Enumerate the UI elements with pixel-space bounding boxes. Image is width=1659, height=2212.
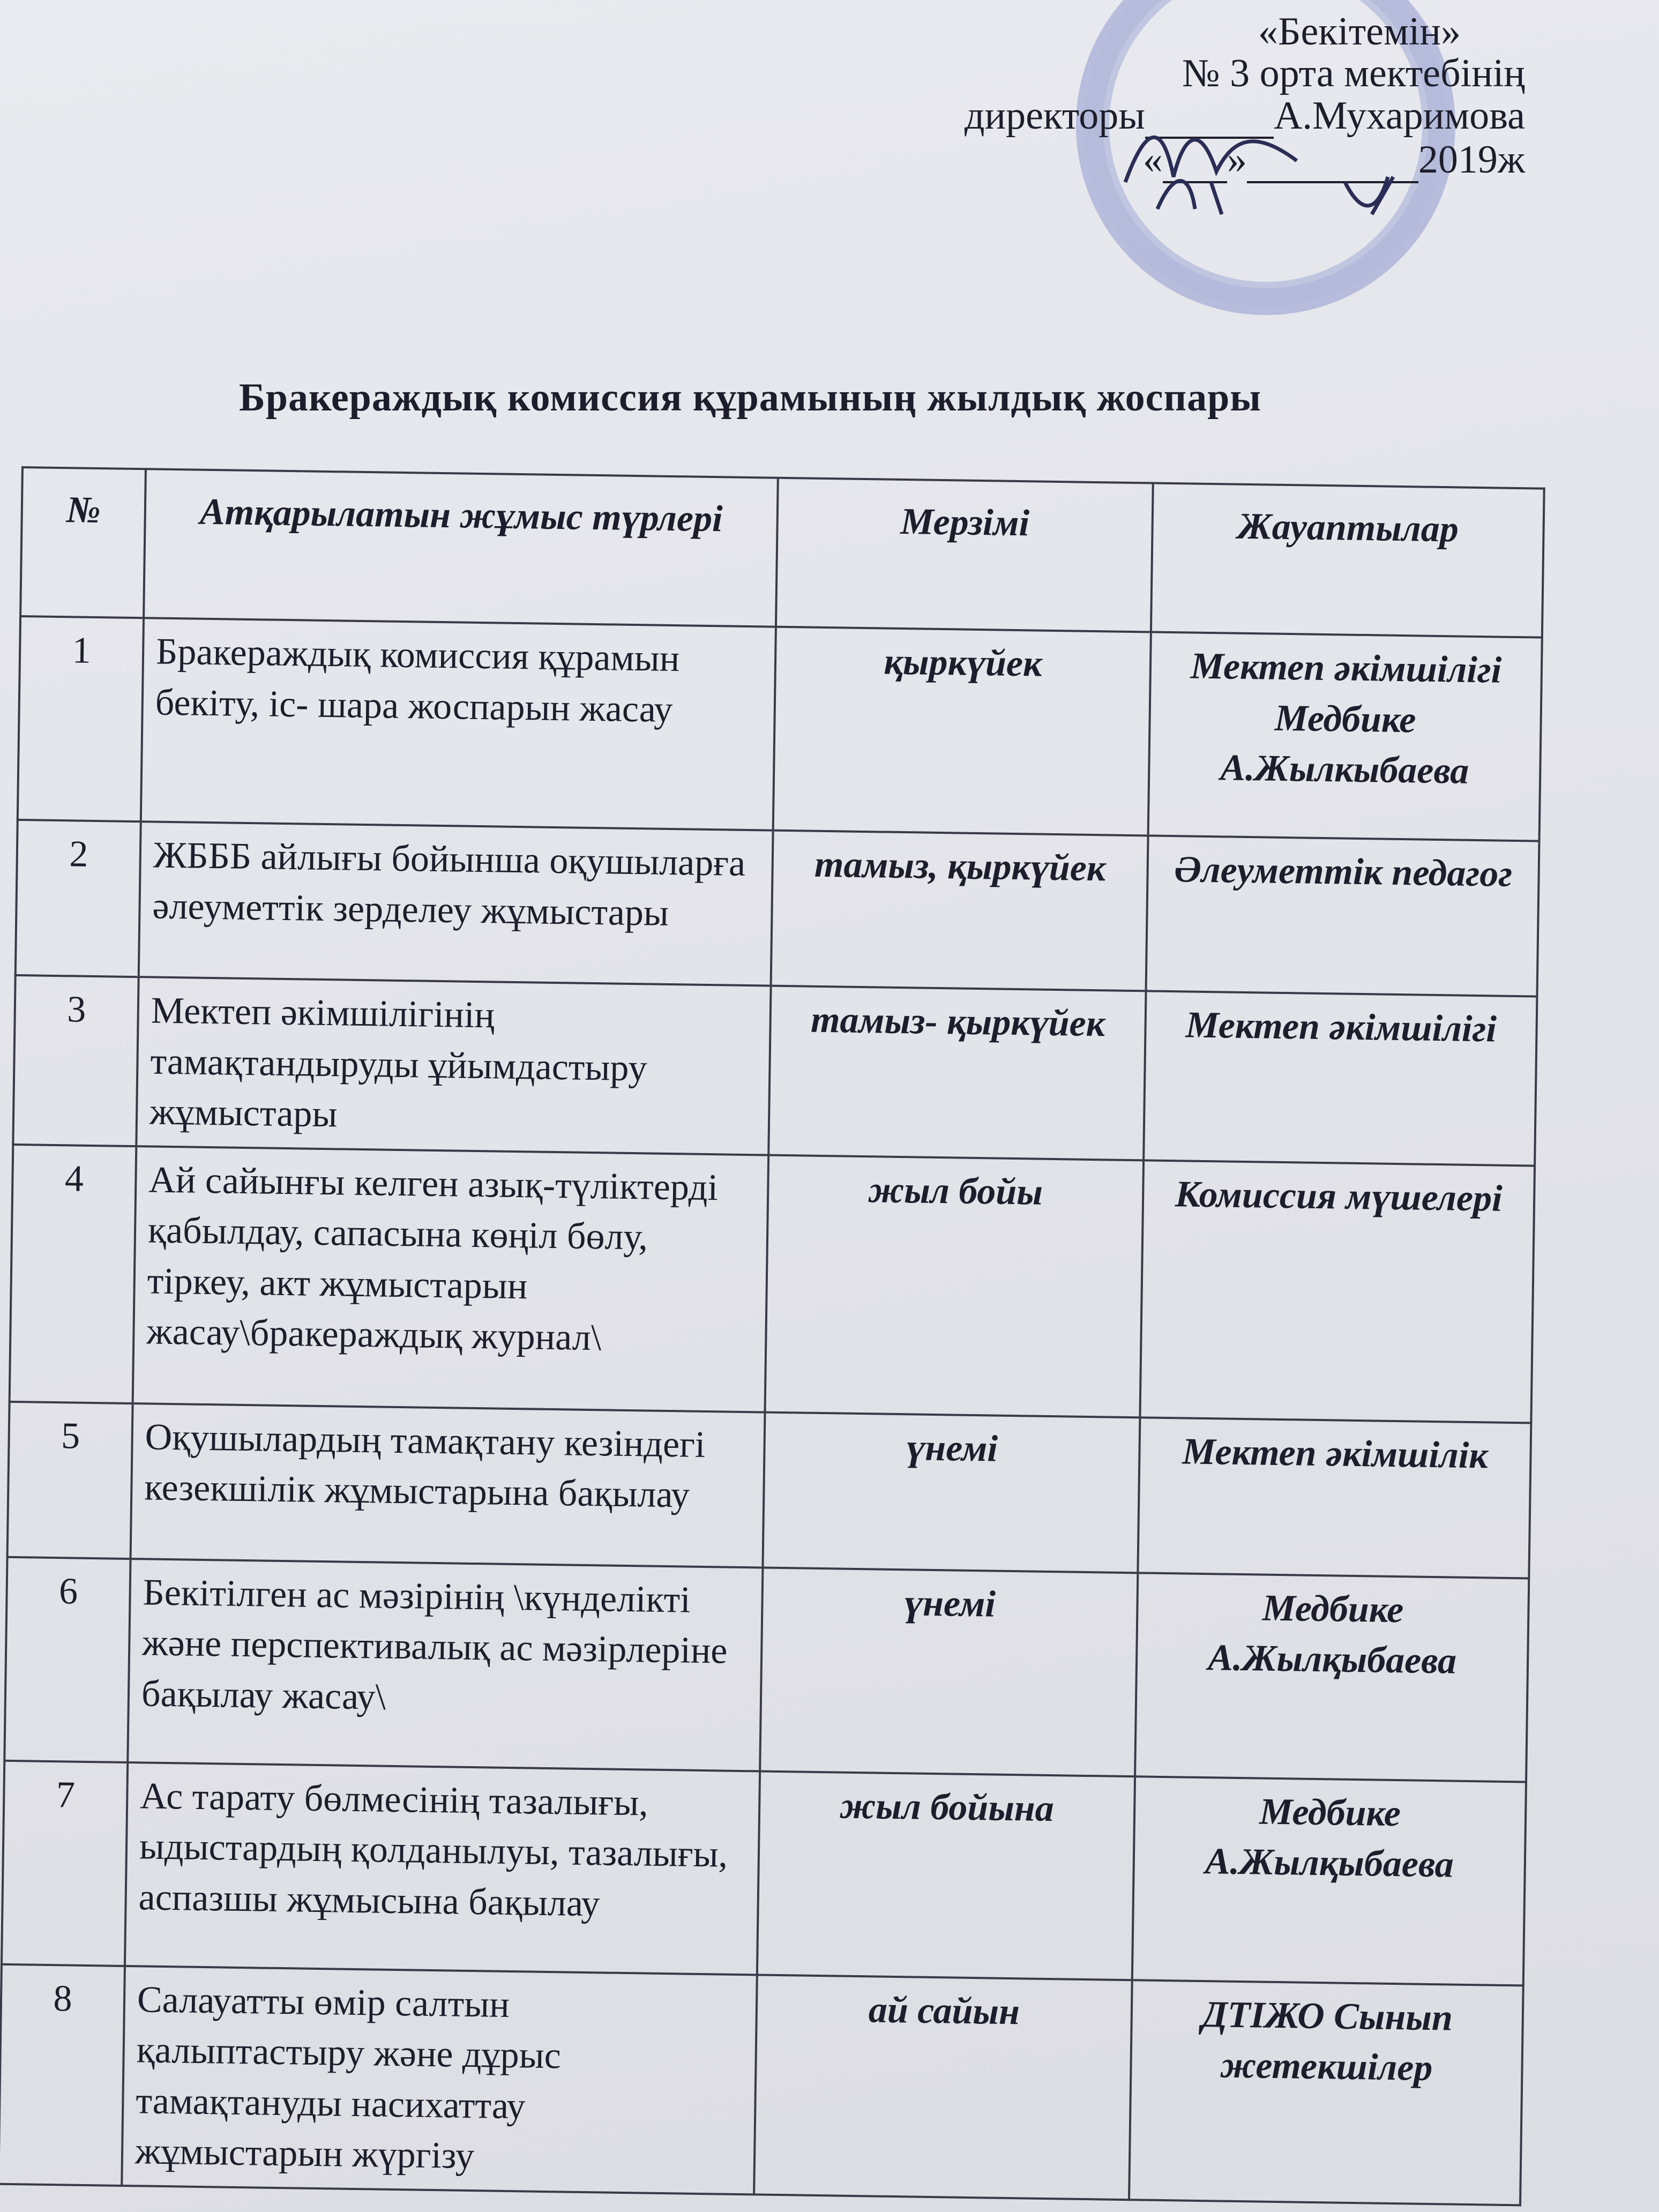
- row-work: Бекітілген ас мәзірінің \күнделікті және перспективалық ас мәзірлеріне бақылау жасау\: [128, 1559, 763, 1771]
- plan-table: [0, 466, 1545, 2206]
- date-year: 2019ж: [1418, 138, 1525, 182]
- row-resp: Мектеп әкімшілік: [1138, 1417, 1531, 1578]
- row-num: 2: [16, 820, 141, 977]
- row-work: Бракераждық комиссия құрамын бекіту, іс- шара жоспарын жасау: [141, 618, 776, 830]
- header-term: Мерзімі: [776, 478, 1153, 632]
- row-num: 5: [8, 1401, 133, 1558]
- row-work: Салауатты өмір салтын қалыптастыру және дұрыс тамақтануды насихаттау жұмыстарын жүргізу: [122, 1966, 757, 2194]
- row-term: ай сайын: [754, 1975, 1132, 2200]
- row-term: қыркүйек: [773, 627, 1151, 836]
- director-name: А.Мухаримова: [1273, 93, 1525, 138]
- row-term: жыл бойына: [757, 1771, 1135, 1980]
- row-term: үнемі: [760, 1567, 1138, 1776]
- row-resp: Комиссия мүшелері: [1140, 1160, 1535, 1423]
- row-resp: Әлеуметтік педагог: [1146, 835, 1540, 996]
- row-resp: Медбике А.Жылқыбаева: [1135, 1573, 1529, 1782]
- page-title: Бракераждық комиссия құрамының жылдық жоспары: [238, 376, 1262, 420]
- row-term: тамыз- қыркүйек: [768, 986, 1146, 1160]
- date-close-quote: »: [1227, 138, 1247, 182]
- row-num: 7: [2, 1760, 128, 1966]
- row-num: 4: [10, 1144, 137, 1403]
- date-handwriting: [1141, 161, 1452, 230]
- header-resp: Жауаптылар: [1151, 483, 1544, 637]
- table-row: [13, 975, 1537, 1165]
- header-num: №: [20, 467, 146, 618]
- row-term: үнемі: [763, 1412, 1140, 1573]
- table-row: [2, 1760, 1526, 1985]
- date-open-quote: «: [1142, 138, 1163, 182]
- row-work: Оқушылардың тамақтану кезіндегі кезекшілік жұмыстарына бақылау: [131, 1403, 765, 1567]
- school-name: № 3 орта мектебінің: [1182, 51, 1525, 96]
- header-work: Атқарылатын жұмыс түрлері: [144, 469, 778, 626]
- row-work: ЖБББ айлығы бойынша оқушыларға әлеуметтік зерделеу жұмыстары: [139, 821, 773, 985]
- row-resp: Мектеп әкімшілігі Медбике А.Жылкыбаева: [1148, 632, 1542, 841]
- row-term: жыл бойы: [765, 1155, 1144, 1417]
- table-row: [4, 1557, 1529, 1782]
- table-row: [18, 616, 1542, 841]
- table-row: [8, 1401, 1531, 1578]
- row-term: тамыз, қыркүйек: [771, 831, 1148, 991]
- row-num: 6: [4, 1557, 130, 1762]
- row-num: 8: [0, 1964, 125, 2185]
- director-label: директоры: [964, 93, 1145, 138]
- table-row: [16, 820, 1540, 997]
- row-resp: Медбике А.Жылқыбаева: [1132, 1776, 1526, 1985]
- row-num: 3: [13, 975, 138, 1146]
- approval-heading: «Бекітемін»: [1258, 10, 1461, 54]
- row-work: Ас тарату бөлмесінің тазалығы, ыдыстардың қолданылуы, тазалығы, аспазшы жұмысына бақылау: [125, 1762, 760, 1975]
- row-num: 1: [18, 616, 144, 821]
- row-resp: ДТІЖО Сынып жетекшілер: [1129, 1980, 1523, 2205]
- row-work: Мектеп әкімшілігінің тамақтандыруды ұйымдастыру жұмыстары: [136, 977, 771, 1155]
- table-row: [0, 1964, 1523, 2205]
- table-row: [10, 1144, 1535, 1423]
- table-header-row: [20, 467, 1544, 638]
- row-resp: Мектеп әкімшілігі: [1144, 991, 1537, 1165]
- row-work: Ай сайынғы келген азық-түліктерді қабылдау, сапасына көңіл бөлу, тіркеу, акт жұмыстарын жасау\бракераждық журнал\: [133, 1146, 769, 1412]
